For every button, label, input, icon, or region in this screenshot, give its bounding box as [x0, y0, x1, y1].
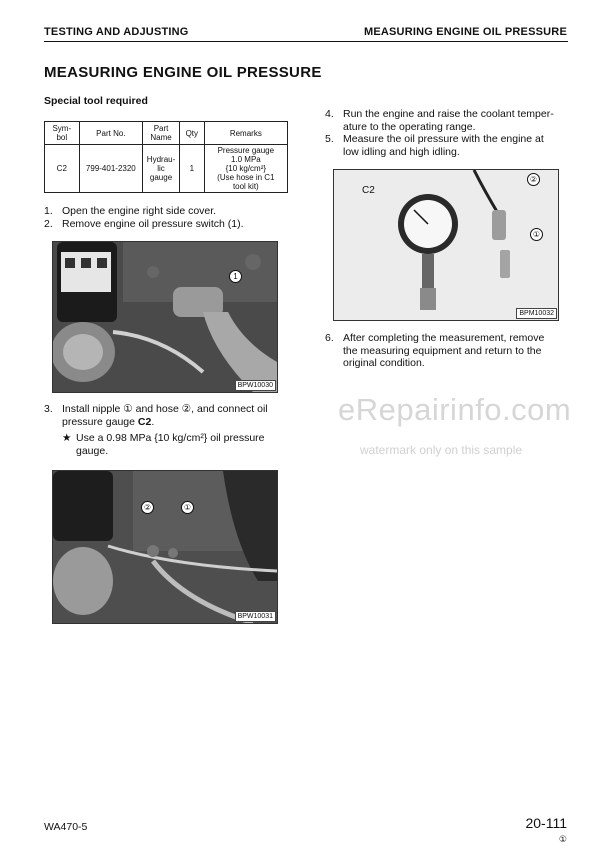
- step-4: [325, 108, 575, 134]
- table-cell: C2: [45, 145, 80, 193]
- table-header-cell: Remarks: [204, 122, 287, 145]
- step-5: [325, 133, 575, 159]
- watermark-sub: watermark only on this sample: [360, 443, 523, 457]
- step-number: 3.: [44, 403, 53, 415]
- step-number: 6.: [325, 332, 334, 344]
- step-number: 4.: [325, 108, 334, 120]
- table-cell: Hydrau- lic gauge: [143, 145, 180, 193]
- step-text: Open the engine right side cover.: [62, 205, 217, 217]
- step-3-tail: .: [151, 415, 155, 428]
- gauge-symbol: C2: [137, 415, 152, 428]
- table-header-cell: Sym- bol: [45, 122, 80, 145]
- step-2: [44, 218, 304, 231]
- step-1: [44, 205, 304, 218]
- step-text: Remove engine oil pressure switch (1).: [62, 218, 244, 230]
- figure-code: BPW10031: [235, 611, 276, 622]
- table-header-cell: Part No.: [79, 122, 143, 145]
- table-cell: 1: [179, 145, 204, 193]
- step-6: [325, 332, 575, 372]
- table-cell: Pressure gauge 1.0 MPa {10 kg/cm²} (Use hose in C1 tool kit): [204, 145, 287, 193]
- watermark-main: eRepairinfo.com: [338, 392, 572, 427]
- step-text: Measure the oil pressure with the engine at low idling and high idling.: [343, 133, 544, 158]
- special-tool-heading: Special tool required: [44, 95, 148, 107]
- figure-code: BPM10032: [516, 308, 557, 319]
- engine-photo-illustration: [53, 242, 277, 392]
- footer-revision: ①: [558, 834, 567, 844]
- photo-gauge-connection: [52, 470, 278, 624]
- header-page-topic: MEASURING ENGINE OIL PRESSURE: [363, 26, 567, 38]
- step-3: [44, 403, 304, 429]
- star-mark: ★: [62, 432, 72, 444]
- step-3-note: [62, 432, 302, 458]
- step-3-text: Install nipple ① and hose ②, and connect oil pressure gauge: [62, 403, 268, 428]
- gauge-label: C2: [362, 185, 375, 196]
- callout-1: ①: [530, 228, 543, 241]
- special-tool-table: [44, 121, 288, 193]
- header-rule: [44, 41, 568, 42]
- note-text: Use a 0.98 MPa {10 kg/cm²} oil pressure gauge.: [76, 432, 265, 457]
- header-section-title: TESTING AND ADJUSTING: [44, 26, 189, 38]
- step-number: 1.: [44, 205, 53, 217]
- page-title: MEASURING ENGINE OIL PRESSURE: [44, 64, 322, 81]
- callout-2: ②: [141, 501, 154, 514]
- table-row: [45, 145, 288, 193]
- table-cell: 799-401-2320: [79, 145, 143, 193]
- figure-code: BPW10030: [235, 380, 276, 391]
- callout-1: 1: [229, 270, 242, 283]
- photo-oil-pressure-switch: [52, 241, 278, 393]
- footer-page-number: 20-111: [525, 815, 567, 831]
- engine-photo-illustration: [53, 471, 277, 623]
- step-text: [62, 403, 268, 428]
- step-number: 5.: [325, 133, 334, 145]
- step-text: After completing the measurement, remove the measuring equipment and return to the original condition.: [343, 332, 545, 369]
- step-text: Run the engine and raise the coolant temper- ature to the operating range.: [343, 108, 554, 133]
- table-header-cell: Qty: [179, 122, 204, 145]
- step-number: 2.: [44, 218, 53, 230]
- callout-1: ①: [181, 501, 194, 514]
- footer-model: WA470-5: [44, 821, 88, 833]
- callout-2: ②: [527, 173, 540, 186]
- photo-pressure-gauge: [333, 169, 559, 321]
- table-header-cell: Part Name: [143, 122, 180, 145]
- table-header-row: [45, 122, 288, 145]
